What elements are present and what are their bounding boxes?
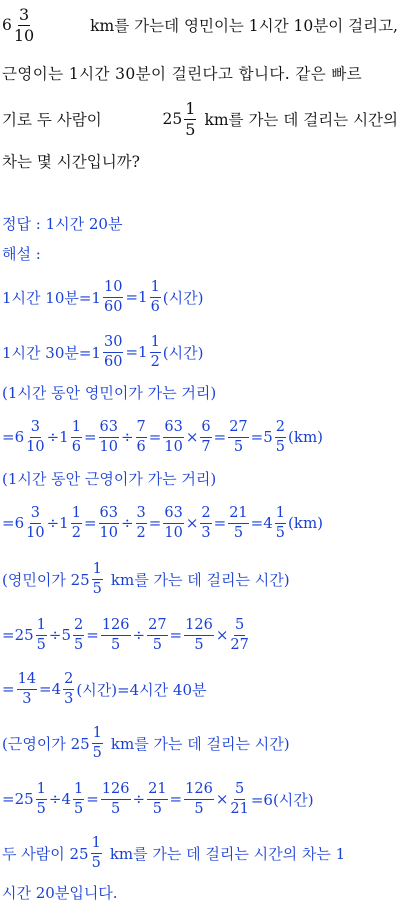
math-text: km를 가는 데 걸리는 시간) [110,570,290,589]
fraction: $\frac{1}{2}$ [71,505,81,541]
fraction: $\frac{2}{5}$ [275,419,286,455]
math-text: (1시간 동안 근영이가 가는 거리) [2,469,217,488]
math-text: = [86,790,99,808]
question-text: 차는 몇 시간입니까? [2,153,140,171]
fraction: $\frac{5}{21}$ [230,781,249,817]
math-text: = [83,428,97,446]
math-text: = [148,428,162,446]
math-text: 시간 20분입니다. [2,883,118,902]
math-text: = [148,514,162,532]
math-text: ÷ [132,626,146,644]
fraction: $\frac{63}{10}$ [99,505,118,541]
math-text: 1시간 30분=1 [2,343,101,362]
fraction: $\frac{1}{5}$ [74,781,84,817]
answer-label [2,211,398,235]
question-text: km를 가는데 영민이는 1시간 10분이 걸리고, [90,17,398,35]
fraction: $\frac{126}{5}$ [101,617,130,653]
math-text: (km) [288,514,324,532]
math-text: = [86,626,99,644]
fraction: $\frac{1}{2}$ [150,334,160,370]
fraction: $\frac{1}{6}$ [150,279,160,315]
fraction: $\frac{27}{5}$ [229,419,248,455]
math-text: = [83,514,97,532]
fraction: $\frac{126}{5}$ [101,781,130,817]
question-line-2 [2,58,398,88]
math-text: × [215,626,229,644]
math-text: =1 [125,343,148,361]
math-text: × [215,790,229,808]
fraction: $\frac{126}{5}$ [185,781,213,817]
solution-step-13 [2,880,398,904]
question-text: 근영이는 1시간 30분이 걸린다고 합니다. 같은 빠르 [2,65,363,83]
math-text: =6 [2,428,25,446]
question-line-4 [2,146,398,176]
fraction: $\frac{1}{6}$ [71,419,81,455]
math-text: ÷4 [48,790,72,808]
solution-step-1 [2,274,398,320]
solution-step-6 [2,500,398,546]
solution-heading: 해설 : [2,244,41,263]
math-text: = [213,428,227,446]
solution-step-12 [2,830,398,876]
math-text: × [185,428,199,446]
math-text: (시간) [162,288,204,307]
fraction: $\frac{1}{5}$ [275,505,286,541]
fraction: $\frac{7}{6}$ [136,419,146,455]
math-text: km를 가는 데 걸리는 시간) [110,734,290,753]
solution-step-11 [2,776,398,822]
math-text: ÷ [120,514,134,532]
fraction: $\frac{3}{10}$ [26,419,45,455]
math-text: =6 [2,514,25,532]
math-text: ÷ [132,790,146,808]
fraction: $\frac{1}{5}$ [92,561,102,597]
fraction: $\frac{1}{5}$ [92,725,102,761]
fraction: $\frac{1}{5}$ [36,617,46,653]
math-text: (시간) [162,343,204,362]
fraction: $\frac{3}{10}$ [13,4,35,45]
solution-step-9 [2,666,398,712]
solution-step-10 [2,720,398,766]
solution-step-7 [2,556,398,602]
math-text: (시간)=4시간 40분 [76,680,207,699]
math-text: =4 [39,680,62,698]
math-text: = [213,514,227,532]
fraction: $\frac{2}{3}$ [201,505,211,541]
math-text: =1 [125,288,148,306]
math-text: =4 [250,514,273,532]
math-text: km를 가는 데 걸리는 시간의 차는 1 [109,844,346,863]
solution-step-5 [2,466,398,490]
math-text: =6(시간) [250,790,314,809]
math-text: =25 [2,790,34,808]
fraction: $\frac{30}{60}$ [103,334,123,370]
fraction: $\frac{126}{5}$ [185,617,213,653]
mixed-number-whole: 6 [2,16,12,34]
question-line-1 [2,2,398,48]
fraction: $\frac{6}{7}$ [201,419,211,455]
fraction: $\frac{1}{5}$ [91,835,101,871]
math-text: =5 [250,428,273,446]
fraction: $\frac{14}{3}$ [17,671,37,707]
fraction: $\frac{21}{5}$ [148,781,167,817]
fraction: $\frac{10}{60}$ [103,279,123,315]
solution-step-8 [2,612,398,658]
solution-label [2,241,398,265]
math-text: ÷1 [46,428,69,446]
fraction: $\frac{3}{10}$ [26,505,45,541]
math-text: (1시간 동안 영민이가 가는 거리) [2,383,217,402]
math-text: = [2,680,15,698]
fraction: $\frac{21}{5}$ [229,505,248,541]
math-text: ÷ [120,428,134,446]
fraction: $\frac{5}{27}$ [230,617,249,653]
fraction: $\frac{2}{5}$ [74,617,84,653]
math-text: 두 사람이 25 [2,844,89,863]
fraction: $\frac{1}{5}$ [36,781,46,817]
solution-step-2 [2,329,398,375]
math-text: ÷1 [46,514,69,532]
math-text: ÷5 [48,626,72,644]
fraction: $\frac{63}{10}$ [164,505,183,541]
math-text: = [169,790,183,808]
math-text: 1시간 10분=1 [2,288,101,307]
answer-text: 정답 : 1시간 20분 [2,214,123,233]
question-line-3 [2,96,398,142]
fraction: $\frac{27}{5}$ [148,617,167,653]
mixed-number-whole: 25 [162,110,183,128]
fraction: $\frac{2}{3}$ [64,671,74,707]
solution-step-4 [2,414,398,460]
math-text: = [169,626,183,644]
fraction: $\frac{63}{10}$ [99,419,118,455]
math-text: × [185,514,199,532]
fraction: $\frac{3}{2}$ [136,505,146,541]
fraction: $\frac{63}{10}$ [164,419,183,455]
solution-step-3 [2,380,398,404]
math-text: (영민이가 25 [2,570,90,589]
question-text: km를 가는 데 걸리는 시간의 [204,111,398,129]
math-text: (km) [288,428,324,446]
math-text: =25 [2,626,34,644]
fraction: $\frac{1}{5}$ [185,98,196,139]
math-text: (근영이가 25 [2,734,90,753]
question-text: 기로 두 사람이 [2,111,102,129]
